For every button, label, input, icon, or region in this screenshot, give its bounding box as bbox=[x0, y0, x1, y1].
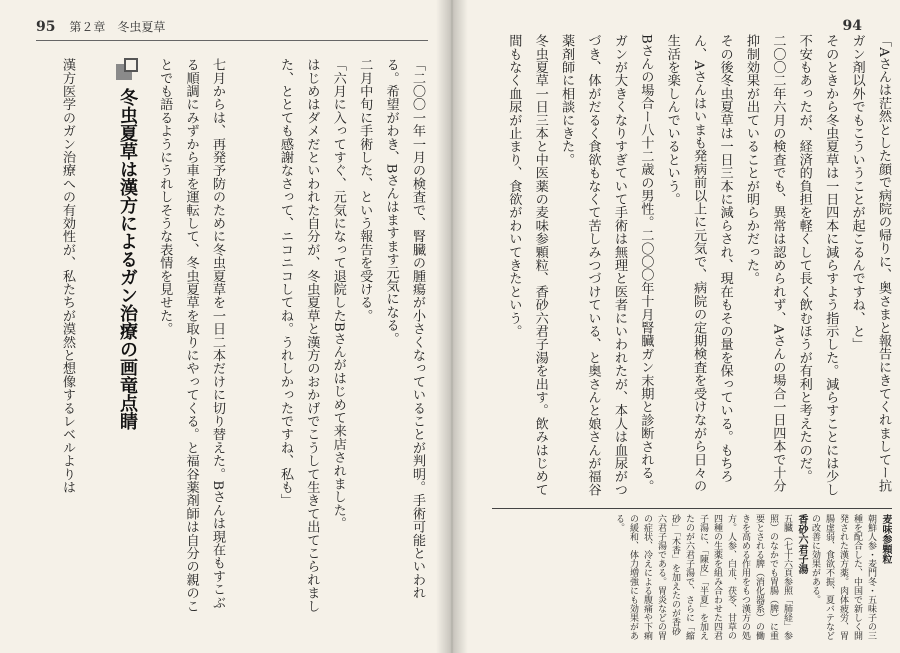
after-heading-text bbox=[40, 58, 80, 618]
book-gutter-shadow bbox=[436, 0, 468, 653]
left-header-rule bbox=[36, 40, 428, 41]
notes-divider bbox=[492, 508, 892, 509]
right-paragraph: その後冬虫夏草は一日三本に減らされ、現在もその量を保っている。もちろん、Aさんはいまも発病前以上に元気で、病院の定期検査を受けながら日々の生活を楽しんでいるという。 bbox=[664, 34, 733, 493]
note-title: 麦味参顆粒 bbox=[880, 514, 891, 564]
right-body-text bbox=[478, 34, 896, 504]
right-paragraph: Bさんの場合ー八十二歳の男性。二〇〇〇年十月腎臓ガン末期と診断される。ガンが大きくなりすぎていて手術は無理と医者にいわれたが、本人は血尿がつづき、体がだるく食欲もなくて苦しみつづけている、と奥さんと娘さんが福谷薬剤師に相談にきた。 bbox=[559, 34, 654, 496]
section-heading-block bbox=[84, 58, 144, 618]
glossary-notes bbox=[492, 514, 892, 644]
left-page-header bbox=[36, 18, 165, 35]
chapter-title: 第２章 冬虫夏草 bbox=[69, 20, 166, 34]
left-paragraph: 漢方医学のガン治療への有効性が、私たちが漠然と想像するレベルよりは bbox=[60, 58, 75, 494]
left-paragraph: 二月中旬に手術した、という報告を受ける。 bbox=[357, 58, 373, 322]
section-heading: 冬虫夏草は漢方によるガン治療の画竜点睛 bbox=[117, 88, 138, 430]
left-body-text bbox=[226, 58, 430, 618]
left-paragraph: 「六月に入ってすぐ、元気になって退院したBさんがはじめて来店されました。 bbox=[330, 58, 346, 530]
note-text: 朝鮮人参・麦門冬・五味子の三種を配合した、中国で新しく開発された漢方薬。肉体疲労、胃腸虚弱、食欲不振、夏バテなどの改善に効果がある。 bbox=[810, 514, 876, 640]
note-title: 香砂六君子湯 bbox=[796, 514, 807, 574]
heading-marker-icon bbox=[116, 58, 138, 80]
right-paragraph: そのときから冬虫夏草は一日四本に減らすよう指示した。減らすことには少し不安もあったが、経済的負担を軽くして長く飲むほうが有利と考えたのだ。 bbox=[796, 34, 839, 496]
right-paragraph: 二〇〇二年六月の検査でも、異常は認められず、Aさんの場合一日四本で十分抑制効果が出ていることが明らかだった。 bbox=[743, 34, 786, 493]
right-paragraph: 冬虫夏草一日三本と中医薬の麦味参顆粒、香砂六君子湯を出す。飲みはじめて間もなく血尿が止まり、食欲がわいてきたという。 bbox=[506, 34, 548, 496]
right-paragraph: 「Aさんは茫然とした顔で病院の帰りに、奥さまと報告にきてくれましてー抗ガン剤以外でもこういうことが起こるんですね、と」 bbox=[849, 34, 891, 493]
right-page-header bbox=[843, 18, 872, 34]
left-page-number: 95 bbox=[36, 19, 56, 35]
left-paragraph: 「二〇〇一年一月の検査で、腎臓の腫瘍が小さくなっていることが判明。手術可能といわれる。希望がわき、Bさんはますます元気になる。 bbox=[383, 58, 425, 600]
right-page-number: 94 bbox=[842, 18, 862, 34]
left-body-text-2 bbox=[150, 58, 230, 618]
right-page bbox=[452, 0, 900, 653]
note-text: 五臓（七十六頁参照「肺経」参照）のなかでも胃腸（脾）に重要とされる脾（消化器系）の働きを高める作用をもつ漢方の処方。人参、白朮、茯苓、甘草の四種の生薬を組み合わせた四君子湯に、「陳皮」「半夏」を加えたのが六君子湯で、さらに「縮砂」「木香」を加えたのが香砂六君子湯である。胃炎などの胃の症状、冷えによる腹痛や下痢の緩和、体力増強にも効果がある。 bbox=[614, 514, 792, 640]
left-paragraph: 七月からは、再発予防のために冬虫夏草を一日二本だけに切り替えた。Bさんは現在もすこぶる順調にみずから車を運転して、冬虫夏草を取りにやってくる。と福谷薬剤師は自分の親のことでも語るようにうれしそうな表情を見せた。 bbox=[157, 58, 225, 613]
left-paragraph: はじめはダメだといわれた自分が、冬虫夏草と漢方のおかげでこうして生きて出てこられました、ととても感謝なさって、ニコニコしてね。うれしかったですね、私も」 bbox=[277, 58, 320, 613]
